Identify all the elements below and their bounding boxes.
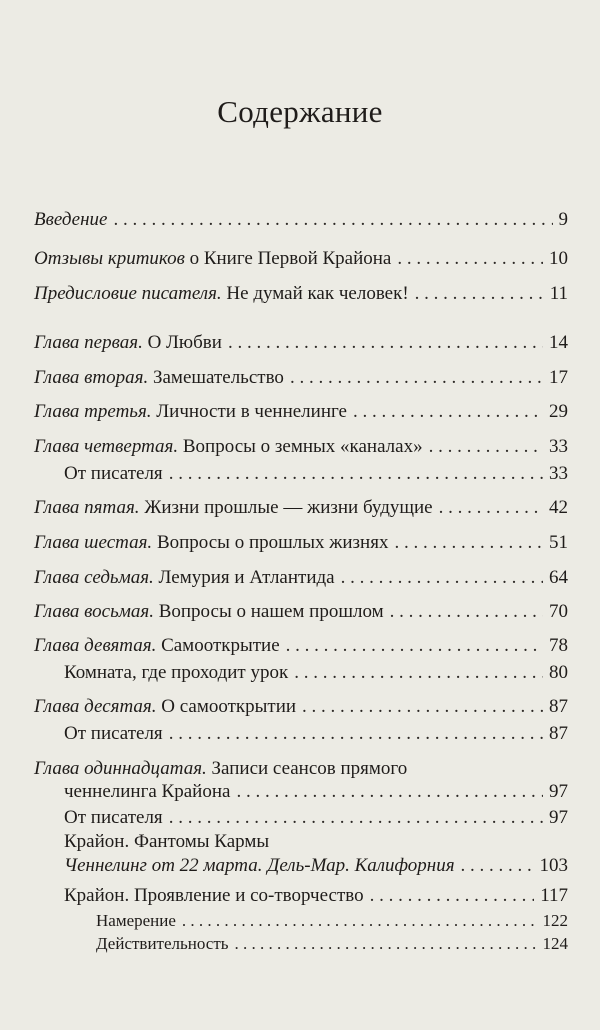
page-number: 11 bbox=[549, 283, 568, 304]
entry-text: О Любви bbox=[142, 332, 222, 353]
toc-entry bbox=[34, 566, 568, 590]
dot-leader bbox=[290, 366, 543, 390]
entry-label: Глава четвертая. bbox=[34, 436, 179, 457]
page-number: 87 bbox=[549, 696, 568, 717]
entry-text: Записи сеансов прямого bbox=[206, 758, 408, 779]
toc-entry bbox=[34, 282, 568, 306]
entry-label: Глава шестая. bbox=[34, 532, 153, 553]
entry-label: Глава десятая. bbox=[34, 696, 157, 717]
page-number: 122 bbox=[542, 911, 568, 930]
page-number: 29 bbox=[549, 401, 568, 422]
entry-text: Комната, где проходит урок bbox=[64, 662, 289, 683]
toc-subentry bbox=[64, 722, 568, 746]
dot-leader bbox=[394, 531, 543, 555]
page-number: 9 bbox=[558, 209, 568, 230]
toc-entry bbox=[34, 634, 568, 658]
toc-entry-line bbox=[34, 758, 407, 780]
dot-leader bbox=[397, 247, 543, 271]
entry-text: Вопросы о земных «каналах» bbox=[178, 436, 423, 457]
page-number: 17 bbox=[549, 367, 568, 388]
entry-label: Глава седьмая. bbox=[34, 567, 154, 588]
entry-text: Самооткрытие bbox=[156, 635, 280, 656]
page-number: 103 bbox=[539, 855, 568, 876]
toc-entry bbox=[64, 780, 568, 804]
toc-entry bbox=[34, 600, 568, 624]
dot-leader bbox=[370, 884, 535, 908]
entry-label: Отзывы критиков bbox=[34, 248, 185, 269]
page-number: 64 bbox=[549, 567, 568, 588]
dot-leader bbox=[235, 932, 537, 956]
toc-entry bbox=[34, 400, 568, 424]
page-number: 78 bbox=[549, 635, 568, 656]
entry-text: От писателя bbox=[64, 463, 163, 484]
entry-text: Вопросы о нашем прошлом bbox=[153, 601, 384, 622]
dot-leader bbox=[390, 600, 543, 624]
dot-leader bbox=[169, 462, 543, 486]
page-title: Содержание bbox=[217, 94, 383, 129]
entry-label: Глава девятая. bbox=[34, 635, 157, 656]
page-number: 87 bbox=[549, 723, 568, 744]
entry-label: Предисловие писателя. bbox=[34, 283, 222, 304]
dot-leader bbox=[236, 780, 543, 804]
toc-subentry bbox=[64, 462, 568, 486]
dot-leader bbox=[286, 634, 543, 658]
entry-label: Введение bbox=[34, 209, 108, 230]
dot-leader bbox=[294, 661, 543, 685]
dot-leader bbox=[169, 806, 543, 830]
entry-text: Крайон. Фантомы Кармы bbox=[64, 831, 270, 852]
entry-text: Вопросы о прошлых жизнях bbox=[152, 532, 389, 553]
entry-text: Лемурия и Атлантида bbox=[153, 567, 335, 588]
page-number: 97 bbox=[549, 807, 568, 828]
page-number: 117 bbox=[540, 885, 568, 906]
toc-entry bbox=[34, 366, 568, 390]
toc-entry bbox=[34, 331, 568, 355]
dot-leader bbox=[113, 208, 552, 232]
entry-label: Глава первая. bbox=[34, 332, 143, 353]
toc-entry bbox=[34, 496, 568, 520]
entry-label: Ченнелинг от 22 марта. Дель-Мар. Калифорния bbox=[64, 855, 455, 876]
toc-entry bbox=[34, 695, 568, 719]
page-number: 97 bbox=[549, 781, 568, 802]
toc-entry bbox=[34, 208, 568, 232]
toc-subentry bbox=[96, 932, 568, 956]
toc-entry bbox=[34, 247, 568, 271]
toc-subentry bbox=[96, 909, 568, 933]
toc-entry bbox=[34, 531, 568, 555]
entry-text: Действительность bbox=[96, 934, 229, 953]
page-number: 51 bbox=[549, 532, 568, 553]
toc-subentry bbox=[64, 854, 568, 878]
entry-text: Крайон. Проявление и со-творчество bbox=[64, 885, 364, 906]
entry-text: Намерение bbox=[96, 911, 176, 930]
dot-leader bbox=[439, 496, 543, 520]
toc-entry-line bbox=[64, 831, 269, 853]
entry-label: Глава третья. bbox=[34, 401, 152, 422]
toc-subentry bbox=[64, 806, 568, 830]
dot-leader bbox=[341, 566, 543, 590]
entry-text: ченнелинга Крайона bbox=[64, 781, 231, 802]
page-number: 33 bbox=[549, 436, 568, 457]
toc-subentry bbox=[64, 884, 568, 908]
page-number: 33 bbox=[549, 463, 568, 484]
page-number: 80 bbox=[549, 662, 568, 683]
entry-text: От писателя bbox=[64, 807, 163, 828]
entry-label: Глава пятая. bbox=[34, 497, 140, 518]
dot-leader bbox=[228, 331, 543, 355]
entry-label: Глава восьмая. bbox=[34, 601, 154, 622]
dot-leader bbox=[415, 282, 544, 306]
page-number: 42 bbox=[549, 497, 568, 518]
entry-text: О самооткрытии bbox=[156, 696, 297, 717]
entry-text: Жизни прошлые — жизни будущие bbox=[139, 497, 433, 518]
entry-text: Не думай как человек! bbox=[221, 283, 409, 304]
page-number: 10 bbox=[549, 248, 568, 269]
page-number: 70 bbox=[549, 601, 568, 622]
page-number: 124 bbox=[542, 934, 568, 953]
entry-label: Глава вторая. bbox=[34, 367, 149, 388]
toc-entry bbox=[34, 435, 568, 459]
entry-text: Личности в ченнелинге bbox=[151, 401, 347, 422]
entry-text: о Книге Первой Крайона bbox=[184, 248, 392, 269]
entry-text: Замешательство bbox=[148, 367, 284, 388]
dot-leader bbox=[461, 854, 534, 878]
dot-leader bbox=[169, 722, 543, 746]
dot-leader bbox=[182, 909, 537, 933]
dot-leader bbox=[429, 435, 543, 459]
dot-leader bbox=[302, 695, 543, 719]
entry-label: Глава одиннадцатая. bbox=[34, 758, 207, 779]
page-number: 14 bbox=[549, 332, 568, 353]
dot-leader bbox=[353, 400, 543, 424]
entry-text: От писателя bbox=[64, 723, 163, 744]
toc-subentry bbox=[64, 661, 568, 685]
